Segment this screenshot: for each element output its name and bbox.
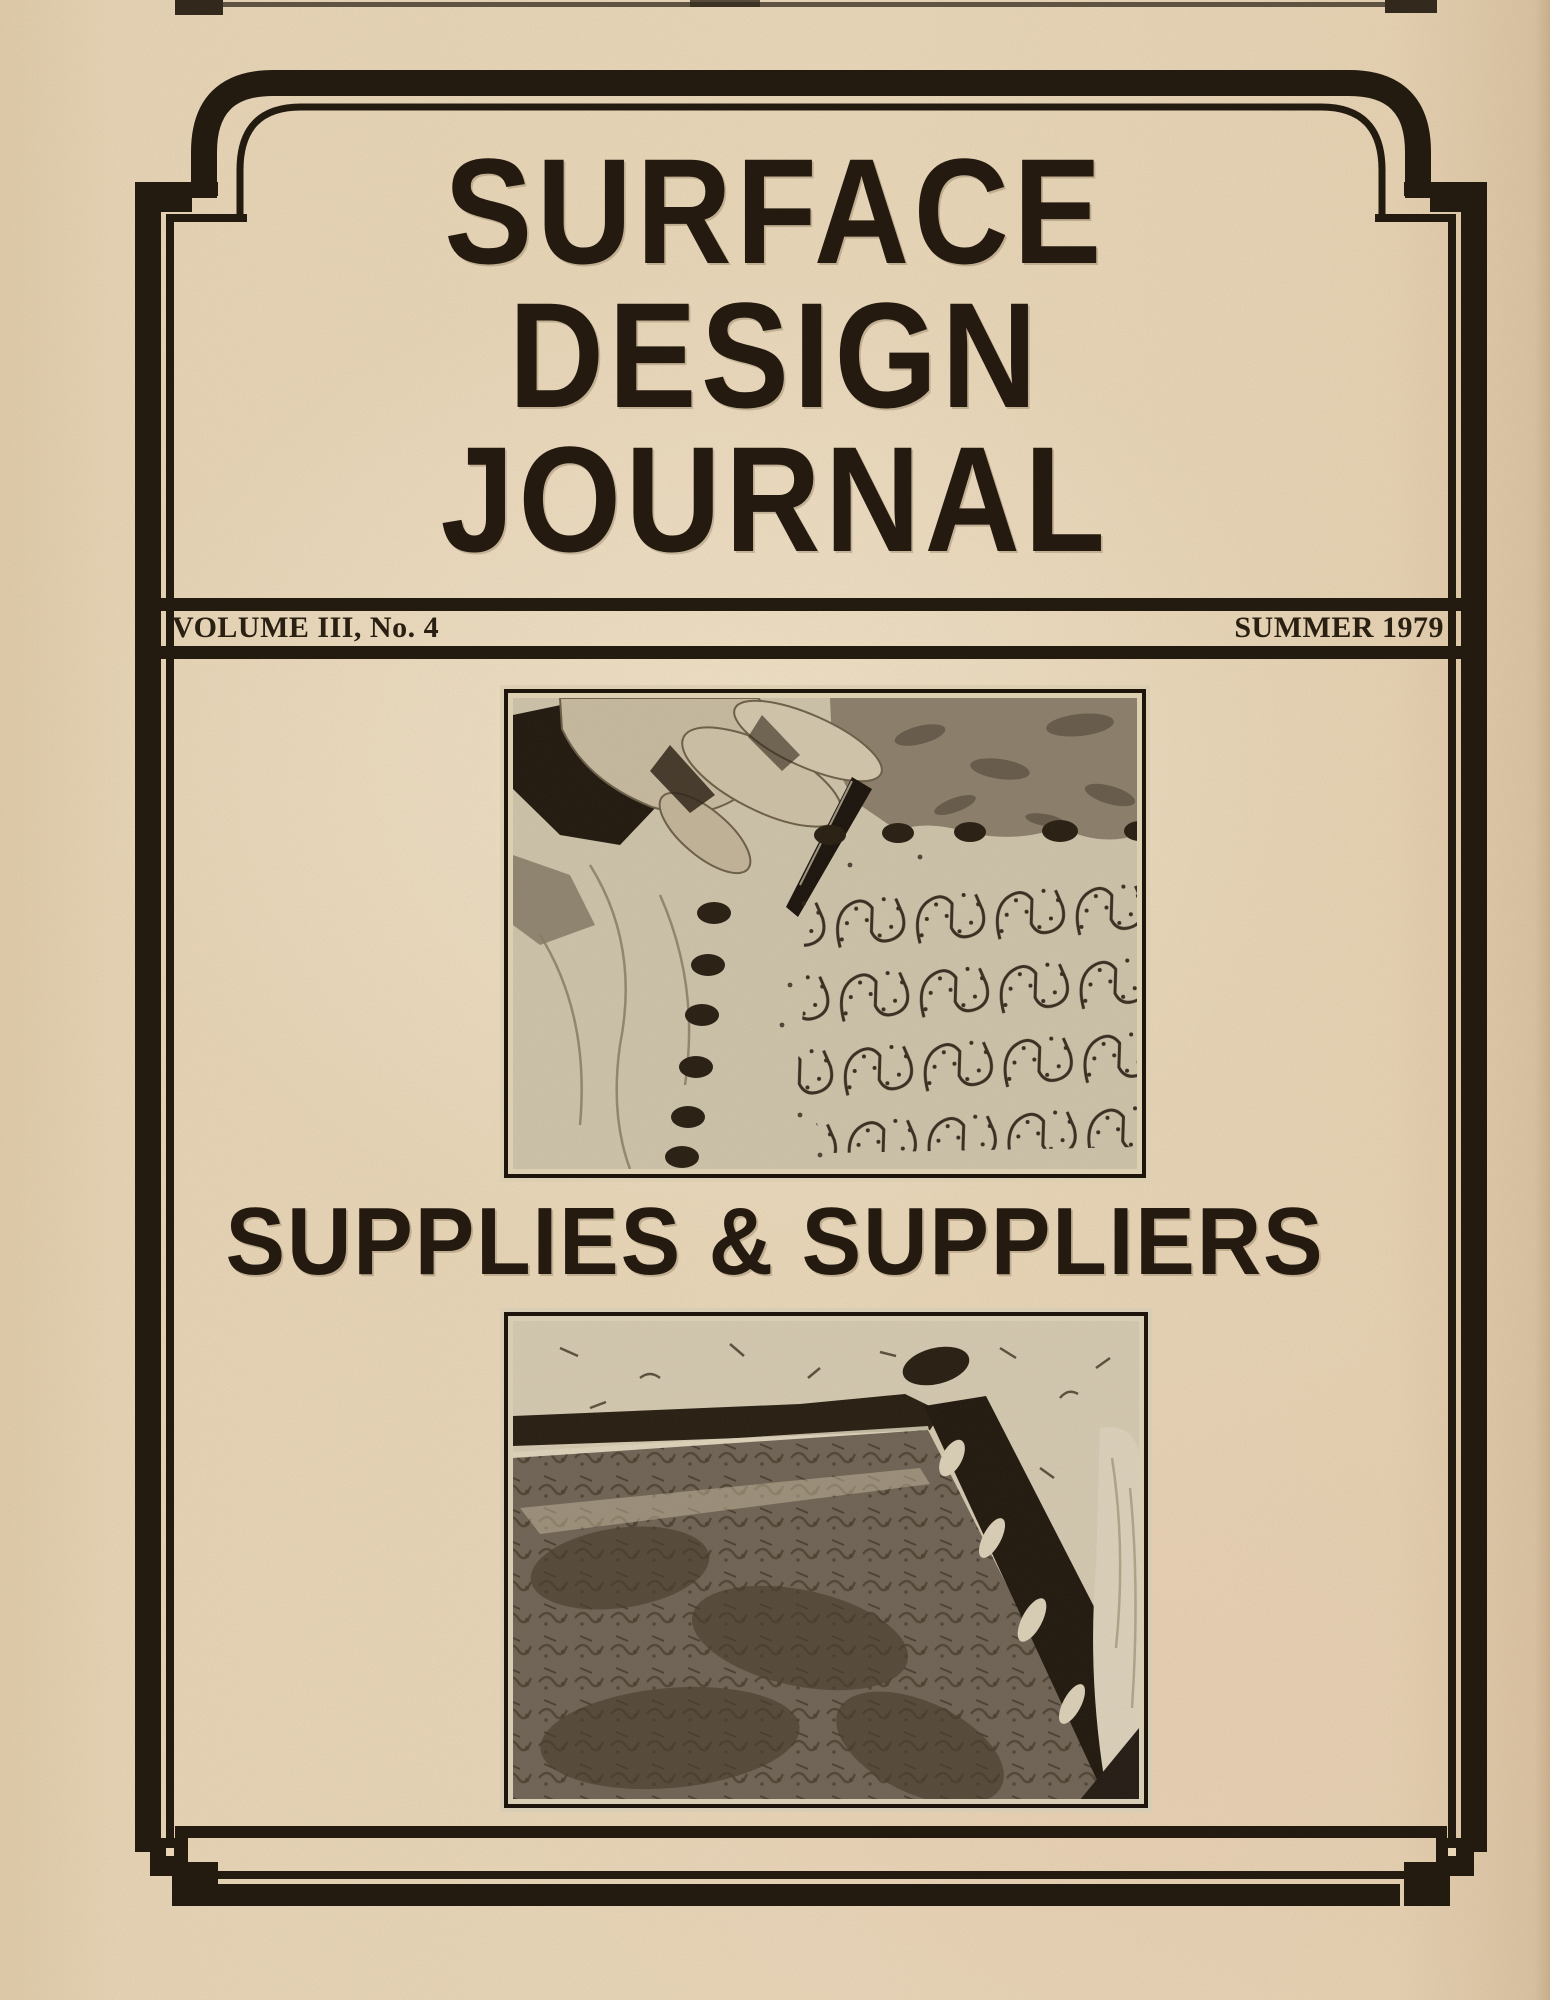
masthead-line-2: DESIGN — [508, 271, 1042, 439]
issue-date-label: SUMMER 1979 — [1234, 611, 1444, 644]
top-photo — [500, 685, 1150, 1182]
bottom-photo — [500, 1308, 1152, 1812]
top-photo-illustration — [500, 685, 1150, 1182]
cover-headline: SUPPLIES & SUPPLIERS — [225, 1188, 1325, 1295]
masthead-line-3: JOURNAL — [440, 415, 1110, 583]
issue-bar — [172, 609, 1444, 647]
bottom-photo-illustration — [500, 1308, 1152, 1812]
masthead-line-1: SURFACE — [444, 127, 1106, 295]
masthead — [0, 127, 1550, 583]
volume-label: VOLUME III, No. 4 — [172, 611, 440, 644]
